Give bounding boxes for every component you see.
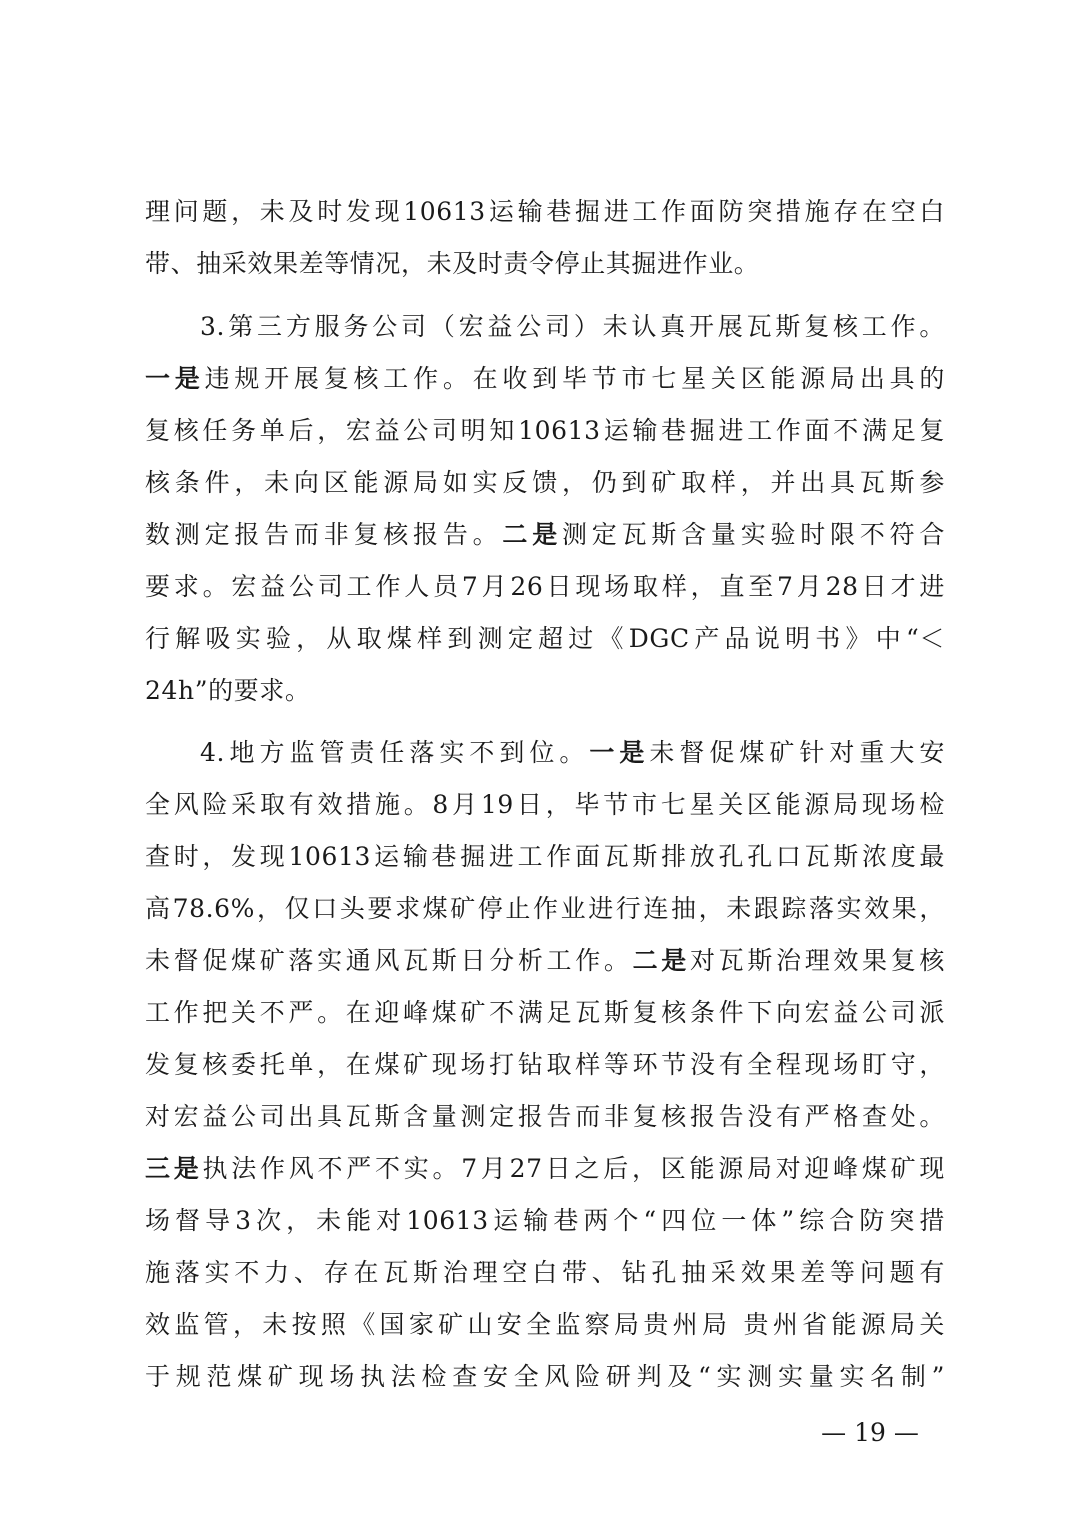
text-line [145,840,945,874]
text-line [200,310,945,344]
text-line [145,362,945,396]
text-line [145,1360,945,1394]
text-segment: 带、抽采效果差等情况，未及时责令停止其掘进作业。 [145,249,760,278]
text-line [145,1100,945,1134]
text-segment: 未督促煤矿落实通风瓦斯日分析工作。 [145,946,633,975]
text-segment: 发复核委托单，在煤矿现场打钻取样等环节没有全程现场盯守， [145,1050,945,1079]
text-segment: 效监管，未按照《国家矿山安全监察局贵州局 贵州省能源局关 [145,1310,945,1339]
text-line [145,1256,945,1290]
text-segment: 24h”的要求。 [145,676,311,705]
text-line [145,674,945,708]
text-line [145,1308,945,1342]
emphasis-text: 一是 [589,738,650,767]
text-segment: 要求。宏益公司工作人员7月26日现场取样，直至7月28日才进 [145,572,945,601]
text-segment: 未督促煤矿针对重大安 [649,738,945,767]
text-segment: 测定瓦斯含量实验时限不符合 [562,520,946,549]
text-line [145,996,945,1030]
text-line [145,944,945,978]
emphasis-text: 一是 [145,364,205,393]
text-line [145,570,945,604]
text-line [145,466,945,500]
text-line [145,1152,945,1186]
text-line [145,414,945,448]
text-segment: 4.地方监管责任落实不到位。 [200,738,590,767]
text-line [145,622,945,656]
emphasis-text: 二是 [632,946,690,975]
text-segment: 行解吸实验，从取煤样到测定超过《DGC产品说明书》中“＜ [145,624,945,653]
text-line [145,788,945,822]
text-segment: 施落实不力、存在瓦斯治理空白带、钻孔抽采效果差等问题有 [145,1258,945,1287]
text-segment: 全风险采取有效措施。8月19日，毕节市七星关区能源局现场检 [145,790,945,819]
text-segment: 违规开展复核工作。在收到毕节市七星关区能源局出具的 [204,364,945,393]
text-line [145,518,945,552]
text-segment: 理问题，未及时发现10613运输巷掘进工作面防突措施存在空白 [145,197,945,226]
page-number: — 19 — [821,1418,919,1447]
text-segment: 3.第三方服务公司（宏益公司）未认真开展瓦斯复核工作。 [200,312,945,341]
text-segment: 于规范煤矿现场执法检查安全风险研判及“实测实量实名制” [145,1362,945,1391]
text-segment: 对宏益公司出具瓦斯含量测定报告而非复核报告没有严格查处。 [145,1102,945,1131]
text-line [145,1048,945,1082]
text-segment: 查时，发现10613运输巷掘进工作面瓦斯排放孔孔口瓦斯浓度最 [145,842,945,871]
text-segment: 执法作风不严不实。7月27日之后，区能源局对迎峰煤矿现 [202,1154,946,1183]
text-segment: 数测定报告而非复核报告。 [145,520,503,549]
text-segment: 核条件，未向区能源局如实反馈，仍到矿取样，并出具瓦斯参 [145,468,945,497]
text-segment: 场督导3次，未能对10613运输巷两个“四位一体”综合防突措 [145,1206,945,1235]
text-segment: 高78.6%，仅口头要求煤矿停止作业进行连抽，未跟踪落实效果， [145,894,945,923]
text-line [200,736,945,770]
text-line [145,892,945,926]
text-line [145,1204,945,1238]
text-segment: 复核任务单后，宏益公司明知10613运输巷掘进工作面不满足复 [145,416,945,445]
text-line [145,247,945,281]
text-line [145,195,945,229]
text-segment: 对瓦斯治理效果复核 [689,946,946,975]
emphasis-text: 三是 [145,1154,203,1183]
text-segment: 工作把关不严。在迎峰煤矿不满足瓦斯复核条件下向宏益公司派 [145,998,945,1027]
emphasis-text: 二是 [502,520,562,549]
